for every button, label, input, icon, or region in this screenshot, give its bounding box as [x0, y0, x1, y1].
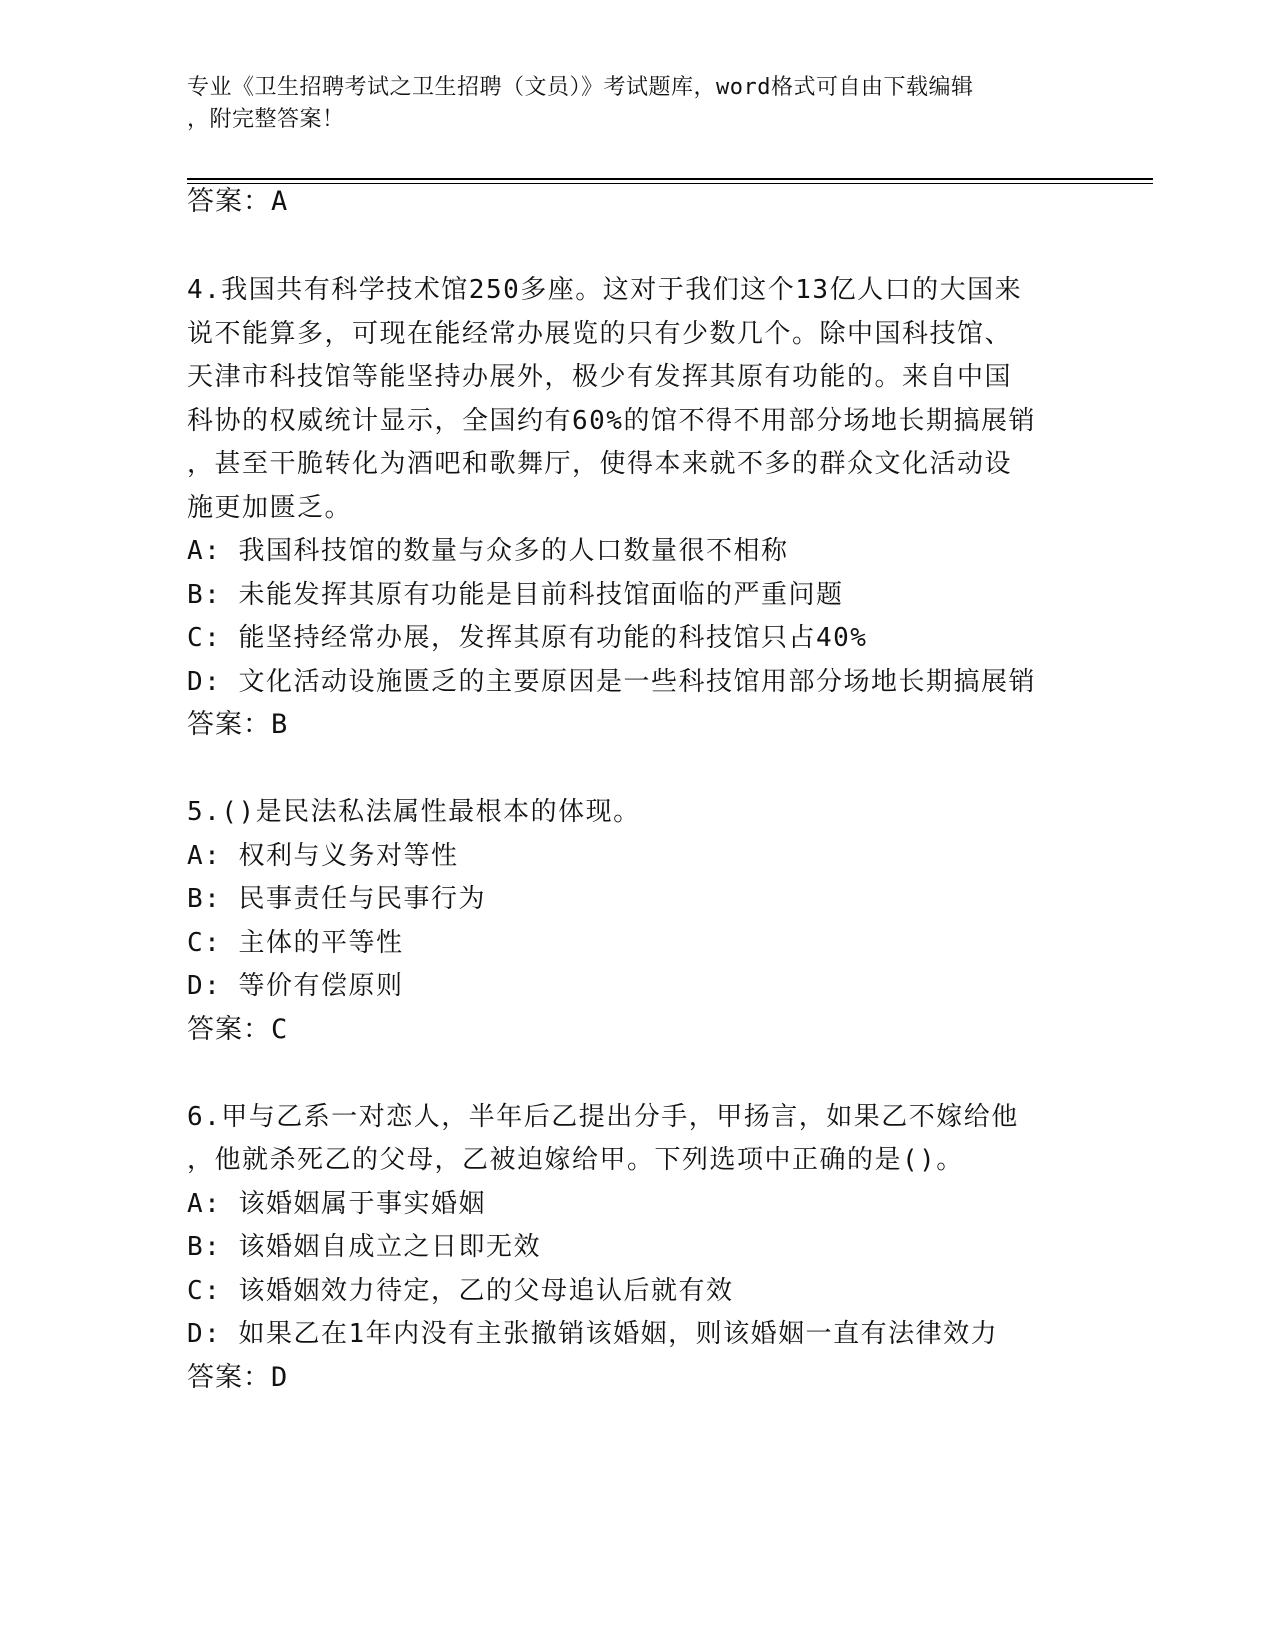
question-4-stem-line-5: ，甚至干脆转化为酒吧和歌舞厅，使得本来就不多的群众文化活动设 — [187, 449, 1013, 479]
question-5-stem-line-1: 5.()是民法私法属性最根本的体现。 — [187, 797, 641, 827]
question-4-stem-line-6: 施更加匮乏。 — [187, 493, 353, 523]
question-5-option-b: B: 民事责任与民事行为 — [187, 884, 486, 914]
header-rule-thick — [187, 178, 1153, 180]
question-5-option-a: A: 权利与义务对等性 — [187, 841, 459, 871]
question-6-option-a: A: 该婚姻属于事实婚姻 — [187, 1189, 486, 1219]
question-4-option-a: A: 我国科技馆的数量与众多的人口数量很不相称 — [187, 536, 789, 566]
question-5-option-d: D: 等价有偿原则 — [187, 971, 404, 1001]
question-6-option-c: C: 该婚姻效力待定，乙的父母追认后就有效 — [187, 1276, 734, 1306]
question-4-option-b: B: 未能发挥其原有功能是目前科技馆面临的严重问题 — [187, 580, 844, 610]
header-rule-thin — [187, 183, 1153, 184]
question-6-option-d: D: 如果乙在1年内没有主张撤销该婚姻，则该婚姻一直有法律效力 — [187, 1319, 999, 1349]
question-4-stem-line-1: 4.我国共有科学技术馆250多座。这对于我们这个13亿人口的大国来 — [187, 275, 1023, 305]
question-6-option-b: B: 该婚姻自成立之日即无效 — [187, 1232, 541, 1262]
page-header — [187, 72, 1087, 136]
question-6-stem-line-1: 6.甲与乙系一对恋人，半年后乙提出分手，甲扬言，如果乙不嫁给他 — [187, 1102, 1019, 1132]
question-5-option-c: C: 主体的平等性 — [187, 928, 404, 958]
previous-answer: 答案：A — [187, 186, 289, 217]
question-5-answer: 答案：C — [187, 1014, 289, 1045]
question-6-stem-line-2: ，他就杀死乙的父母，乙被迫嫁给甲。下列选项中正确的是()。 — [187, 1145, 964, 1175]
question-4-option-c: C: 能坚持经常办展，发挥其原有功能的科技馆只占40% — [187, 623, 868, 653]
question-4-option-d: D: 文化活动设施匮乏的主要原因是一些科技馆用部分场地长期搞展销 — [187, 667, 1036, 697]
question-4-stem-line-3: 天津市科技馆等能坚持办展外，极少有发挥其原有功能的。来自中国 — [187, 362, 1013, 392]
question-4-answer: 答案：B — [187, 709, 289, 740]
question-4-stem-line-4: 科协的权威统计显示，全国约有60%的馆不得不用部分场地长期搞展销 — [187, 406, 1036, 436]
header-line-2: ，附完整答案！ — [187, 107, 345, 132]
question-6-answer: 答案：D — [187, 1362, 289, 1393]
header-line-1: 专业《卫生招聘考试之卫生招聘（文员）》考试题库，word格式可自由下载编辑 — [187, 75, 974, 100]
question-4-stem-line-2: 说不能算多，可现在能经常办展览的只有少数几个。除中国科技馆、 — [187, 319, 1013, 349]
